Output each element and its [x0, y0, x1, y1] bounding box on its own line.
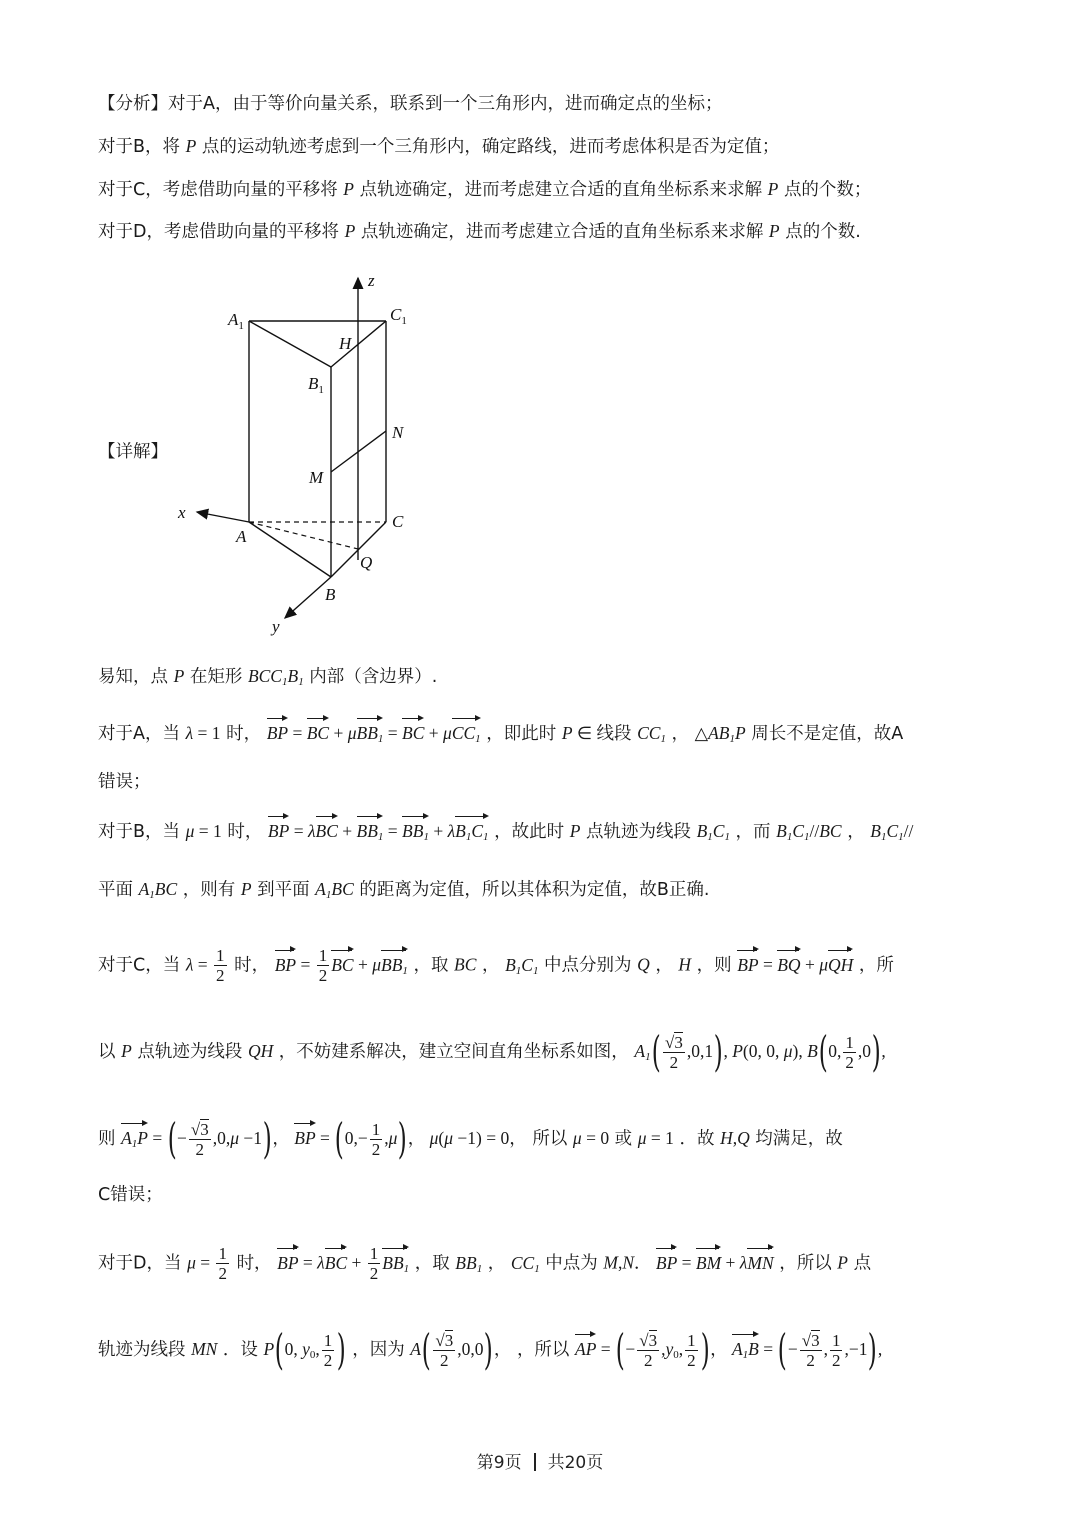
analysis-text-3b: 点轨迹确定，进而考虑建立合适的直角坐标系来求解 — [359, 180, 763, 200]
var-p: P — [344, 221, 356, 241]
text-segment: ，取 — [413, 955, 449, 976]
body-line-c2: 以 P 点轨迹为线段 QH ，不妨建系解决，建立空间直角坐标系如图， $A_1$( $\frac{√3}{2}$ ,0,1), P(0, 0, μ), B(0, $\frac{1}{2}$ ,0), — [98, 1027, 886, 1076]
label-h: H — [339, 334, 352, 353]
text-segment: 对于A，当 — [98, 724, 180, 744]
text-segment: ，所 — [858, 955, 894, 976]
analysis-line-2 — [98, 134, 779, 159]
text-segment: 内部（含边界）. — [309, 667, 438, 687]
body-line-d2: 轨迹为线段 MN ．设 P(0, $y_0$, $\frac{1}{2}$ ) ，因为 A( $\frac{√3}{2}$ ,0,0)， ，所以 AP = (− $\frac{√3}{2}$ $,y_0$, $\frac{1}{2}$ )， $A_1B$ = (− $\frac{√3}{2}$ , $\frac{1}{2}$ ,−1), — [98, 1325, 883, 1374]
var-p: P — [768, 221, 780, 241]
text-segment: 均满足，故 — [755, 1129, 843, 1149]
text-segment: ，则 — [696, 955, 732, 976]
text-segment: ， — [482, 955, 500, 976]
label-m: M — [309, 468, 324, 487]
body-line-c1: 对于C，当 λ = $\frac{1}{2}$ 时， BP = $\frac{1}{2}$ BC + μBB$_1$ ，取 BC ， $B_1C_1$ 中点分别为 Q ， H ，则 BP = BQ + μQH ，所 — [98, 946, 894, 985]
text-segment: ， — [487, 1253, 506, 1274]
body-line-a1: 对于A，当 λ = 1 时， BP = BC + μBB$_1$ = BC + μCC$_1$ ，即此时 P ∈ 线段 $CC_1$ ， $\triangle AB_1P$ 周长不是定值，故A — [98, 721, 903, 751]
analysis-text-4c: 点的个数. — [785, 222, 861, 242]
text-segment: 中点分别为 — [544, 955, 632, 976]
text-segment: ．设 — [222, 1340, 258, 1360]
label-a1: $A_1$ — [228, 310, 244, 332]
edge-ab — [249, 522, 331, 577]
analysis-line-4 — [98, 219, 861, 244]
label-y: y — [272, 617, 280, 636]
text-segment: 或 — [614, 1129, 633, 1149]
label-c1: $C_1$ — [390, 305, 407, 327]
text-segment: 对于C，当 — [98, 955, 181, 976]
prism-figure — [170, 262, 430, 637]
text-segment: ， — [671, 724, 690, 744]
label-n: N — [392, 423, 404, 442]
text-segment: ，取 — [414, 1253, 450, 1274]
body-line-b1: 对于B，当 μ = 1 时， BP = $\lambda BC + BB_1 = BB_1 + \lambda B_1C_1$ ，故此时 P 点轨迹为线段 $B_1C_1$ ，而 $B_1C_1//BC$ ， $B_1C_1//$ — [98, 819, 913, 849]
analysis-text-1: 对于A，由于等价向量关系，联系到一个三角形内，进而确定点的坐标； — [168, 94, 723, 114]
label-b: B — [325, 585, 336, 604]
text-segment: 点轨迹为线段 — [137, 1042, 243, 1062]
text-segment: ，所以 — [779, 1253, 832, 1274]
analysis-line-3 — [98, 177, 871, 202]
label-x: x — [178, 503, 186, 522]
var-p: P — [185, 136, 197, 156]
body-line-a2: 错误； — [98, 772, 151, 792]
text-segment: ，不妨建系解决，建立空间直角坐标系如图， — [278, 1042, 629, 1062]
x-axis — [197, 512, 249, 522]
body-line-c3: 则 $A_1P$ = (− $\frac{√3}{2}$ ,0,μ −1)， BP = (0,− $\frac{1}{2}$ ,μ)， μ(μ −1) = 0， 所以 μ = 0 或 μ = 1 ．故 H,Q 均满足，故 — [98, 1114, 843, 1163]
page-number: 第9页 — [476, 1453, 522, 1473]
text-segment: 点轨迹为线段 — [585, 822, 691, 842]
text-segment: ，所以 — [516, 1340, 570, 1360]
analysis-text-4a: 对于D，考虑借助向量的平移将 — [98, 222, 339, 242]
text-segment: 时， — [226, 724, 262, 744]
analysis-text-3c: 点的个数； — [783, 180, 872, 200]
text-segment: 所以 — [532, 1129, 568, 1149]
text-segment: 则 — [98, 1129, 116, 1149]
text-segment: 易知，点 — [98, 667, 168, 687]
footer-separator — [534, 1453, 536, 1471]
analysis-text-4b: 点轨迹确定，进而考虑建立合适的直角坐标系来求解 — [360, 222, 764, 242]
body-line-c4: C错误； — [98, 1185, 163, 1205]
segment-aq-hidden — [249, 522, 358, 549]
text-segment: 到平面 — [257, 880, 310, 900]
text-segment: ，故此时 — [494, 822, 565, 842]
label-c: C — [392, 512, 404, 531]
body-line-known: 易知，点 P 在矩形 $BCC_1B_1$ 内部（含边界）. — [98, 666, 438, 688]
edge-a1b1 — [249, 321, 331, 367]
page-total: 共20页 — [547, 1453, 604, 1473]
text-segment: ，即此时 — [486, 724, 557, 744]
text-segment: 的距离为定值，所以其体积为定值，故B正确. — [359, 880, 710, 900]
label-a: A — [236, 527, 247, 546]
analysis-label: 【分析】 — [98, 94, 168, 114]
text-segment: ， — [847, 822, 865, 842]
text-segment: ，则有 — [182, 880, 236, 900]
analysis-text-3a: 对于C，考虑借助向量的平移将 — [98, 180, 338, 200]
analysis-line-1 — [98, 92, 722, 116]
text-segment: 点 — [853, 1253, 872, 1274]
text-segment: 对于B，当 — [98, 822, 181, 842]
text-segment: 在矩形 — [189, 667, 243, 687]
text-segment: 平面 — [98, 880, 133, 900]
text-segment: ， — [655, 955, 673, 976]
text-segment: 线段 — [596, 724, 632, 744]
text-segment: ．故 — [679, 1129, 715, 1149]
var-p: P — [343, 179, 354, 199]
label-q: Q — [360, 553, 373, 572]
text-segment: 周长不是定值，故A — [751, 724, 904, 744]
page-footer — [0, 1448, 1080, 1473]
detail-label: 【详解】 — [98, 442, 168, 462]
label-b1: $B_1$ — [308, 374, 324, 396]
analysis-text-2b: 点的运动轨迹考虑到一个三角形内，确定路线，进而考虑体积是否为定值； — [201, 137, 780, 157]
text-segment: 时， — [236, 1253, 272, 1274]
analysis-text-2a: 对于B，将 — [98, 137, 181, 157]
text-segment: 以 — [98, 1042, 116, 1062]
text-segment: ，因为 — [352, 1340, 405, 1360]
var-p: P — [767, 179, 779, 199]
text-segment: 时， — [227, 822, 263, 842]
text-segment: 中点为 — [545, 1253, 598, 1274]
text-segment: 对于D，当 — [98, 1253, 182, 1274]
body-line-d1: 对于D，当 μ = $\frac{1}{2}$ 时， BP = λBC + $\frac{1}{2}$ $BB_1$ ，取 $BB_1$ ， $CC_1$ 中点为 M,N． BP = BM + λMN ，所以 P 点 — [98, 1244, 872, 1283]
body-line-b2: 平面 $A_1BC$ ，则有 P 到平面 $A_1BC$ 的距离为定值，所以其体积为定值，故B正确. — [98, 879, 710, 901]
text-segment: ，而 — [735, 822, 771, 842]
label-z: z — [368, 271, 375, 290]
text-segment: 轨迹为线段 — [98, 1340, 186, 1360]
text-segment: 时， — [234, 955, 270, 976]
